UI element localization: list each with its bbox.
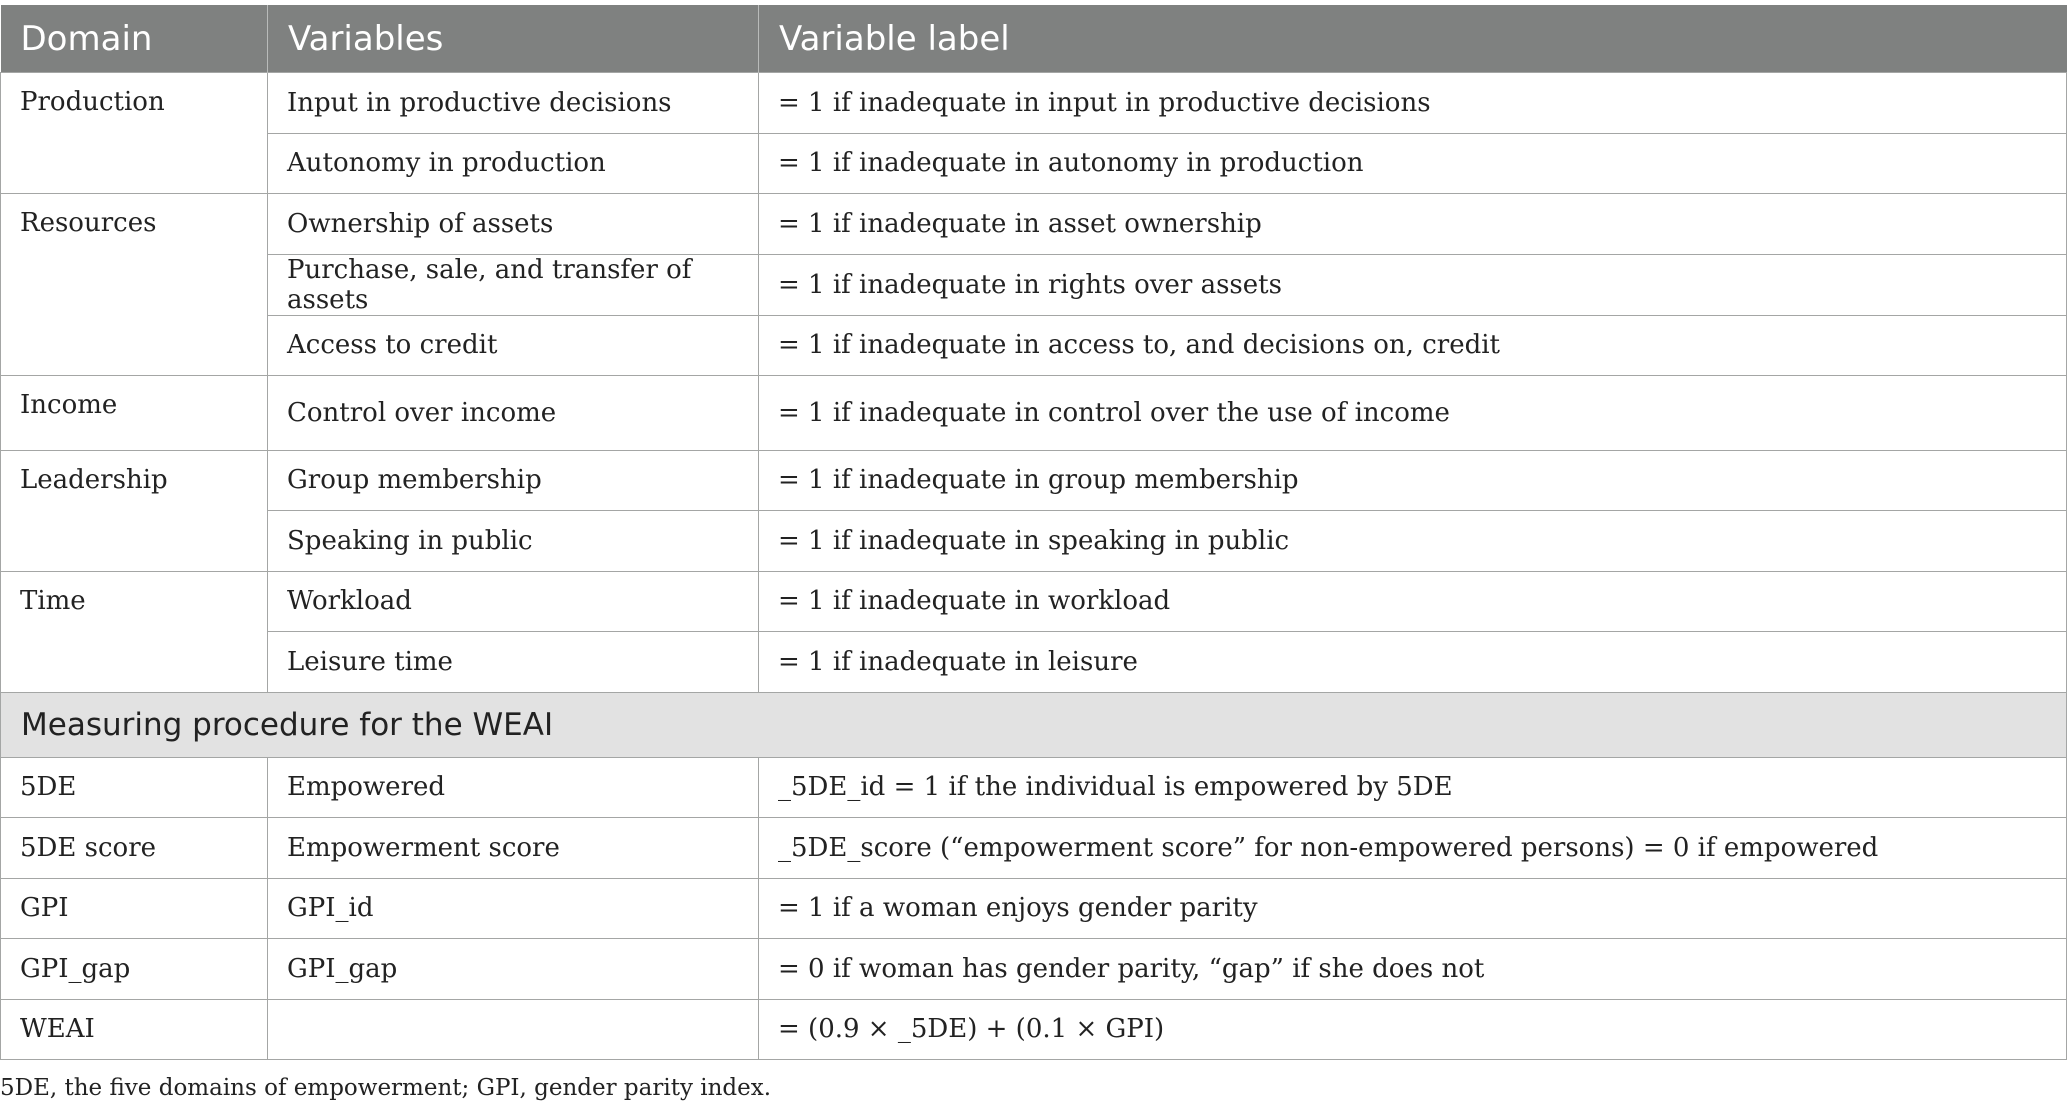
variable-cell: Purchase, sale, and transfer of assets	[268, 254, 759, 315]
table-row	[1, 450, 2067, 511]
table-row	[1, 315, 2067, 376]
header-row	[1, 5, 2067, 73]
table-row	[1, 194, 2067, 255]
weai-table	[0, 5, 2067, 1060]
variable-cell: GPI_gap	[268, 939, 759, 1000]
variable-cell: Empowered	[268, 757, 759, 818]
table-row	[1, 254, 2067, 315]
variable-cell: GPI_id	[268, 878, 759, 939]
domain-cell: GPI_gap	[1, 939, 268, 1000]
label-cell: = 1 if inadequate in autonomy in production	[759, 133, 2067, 194]
label-cell: = 1 if inadequate in access to, and decisions on, credit	[759, 315, 2067, 376]
table-row	[1, 511, 2067, 572]
label-cell: = 1 if a woman enjoys gender parity	[759, 878, 2067, 939]
domain-cell: Leadership	[1, 450, 268, 571]
label-cell: = 1 if inadequate in workload	[759, 571, 2067, 632]
domain-cell: Resources	[1, 194, 268, 376]
table-row	[1, 999, 2067, 1060]
domain-cell: 5DE	[1, 757, 268, 818]
table-row	[1, 133, 2067, 194]
domain-cell: Income	[1, 376, 268, 451]
label-cell: = 1 if inadequate in input in productive decisions	[759, 73, 2067, 134]
table-row	[1, 878, 2067, 939]
label-cell: = 1 if inadequate in group membership	[759, 450, 2067, 511]
table-container	[0, 5, 2067, 1060]
label-cell: = 1 if inadequate in control over the use of income	[759, 376, 2067, 451]
domain-cell: Production	[1, 73, 268, 194]
label-cell: = 1 if inadequate in speaking in public	[759, 511, 2067, 572]
table-row	[1, 632, 2067, 693]
section-header-row	[1, 692, 2067, 757]
domain-cell: Time	[1, 571, 268, 692]
label-cell: = 0 if woman has gender parity, “gap” if she does not	[759, 939, 2067, 1000]
variable-cell: Ownership of assets	[268, 194, 759, 255]
domain-cell: GPI	[1, 878, 268, 939]
header-variable-label: Variable label	[759, 5, 2067, 73]
table-row	[1, 376, 2067, 451]
variable-cell: Group membership	[268, 450, 759, 511]
table-row	[1, 818, 2067, 879]
table-row	[1, 939, 2067, 1000]
table-row	[1, 73, 2067, 134]
label-cell: _5DE_score (“empowerment score” for non-empowered persons) = 0 if empowered	[759, 818, 2067, 879]
label-cell: = 1 if inadequate in rights over assets	[759, 254, 2067, 315]
variable-cell: Leisure time	[268, 632, 759, 693]
header-domain: Domain	[1, 5, 268, 73]
variable-cell: Speaking in public	[268, 511, 759, 572]
header-variables: Variables	[268, 5, 759, 73]
label-cell: = (0.9 × _5DE) + (0.1 × GPI)	[759, 999, 2067, 1060]
table-row	[1, 571, 2067, 632]
variable-cell: Empowerment score	[268, 818, 759, 879]
domain-cell: WEAI	[1, 999, 268, 1060]
variable-cell: Input in productive decisions	[268, 73, 759, 134]
label-cell: = 1 if inadequate in asset ownership	[759, 194, 2067, 255]
variable-cell: Control over income	[268, 376, 759, 451]
label-cell: = 1 if inadequate in leisure	[759, 632, 2067, 693]
table-footnote: 5DE, the five domains of empowerment; GPI, gender parity index.	[0, 1075, 772, 1101]
domain-cell: 5DE score	[1, 818, 268, 879]
table-row	[1, 757, 2067, 818]
section-title: Measuring procedure for the WEAI	[1, 692, 2067, 757]
variable-cell: Workload	[268, 571, 759, 632]
variable-cell	[268, 999, 759, 1060]
label-cell: _5DE_id = 1 if the individual is empowered by 5DE	[759, 757, 2067, 818]
variable-cell: Autonomy in production	[268, 133, 759, 194]
variable-cell: Access to credit	[268, 315, 759, 376]
